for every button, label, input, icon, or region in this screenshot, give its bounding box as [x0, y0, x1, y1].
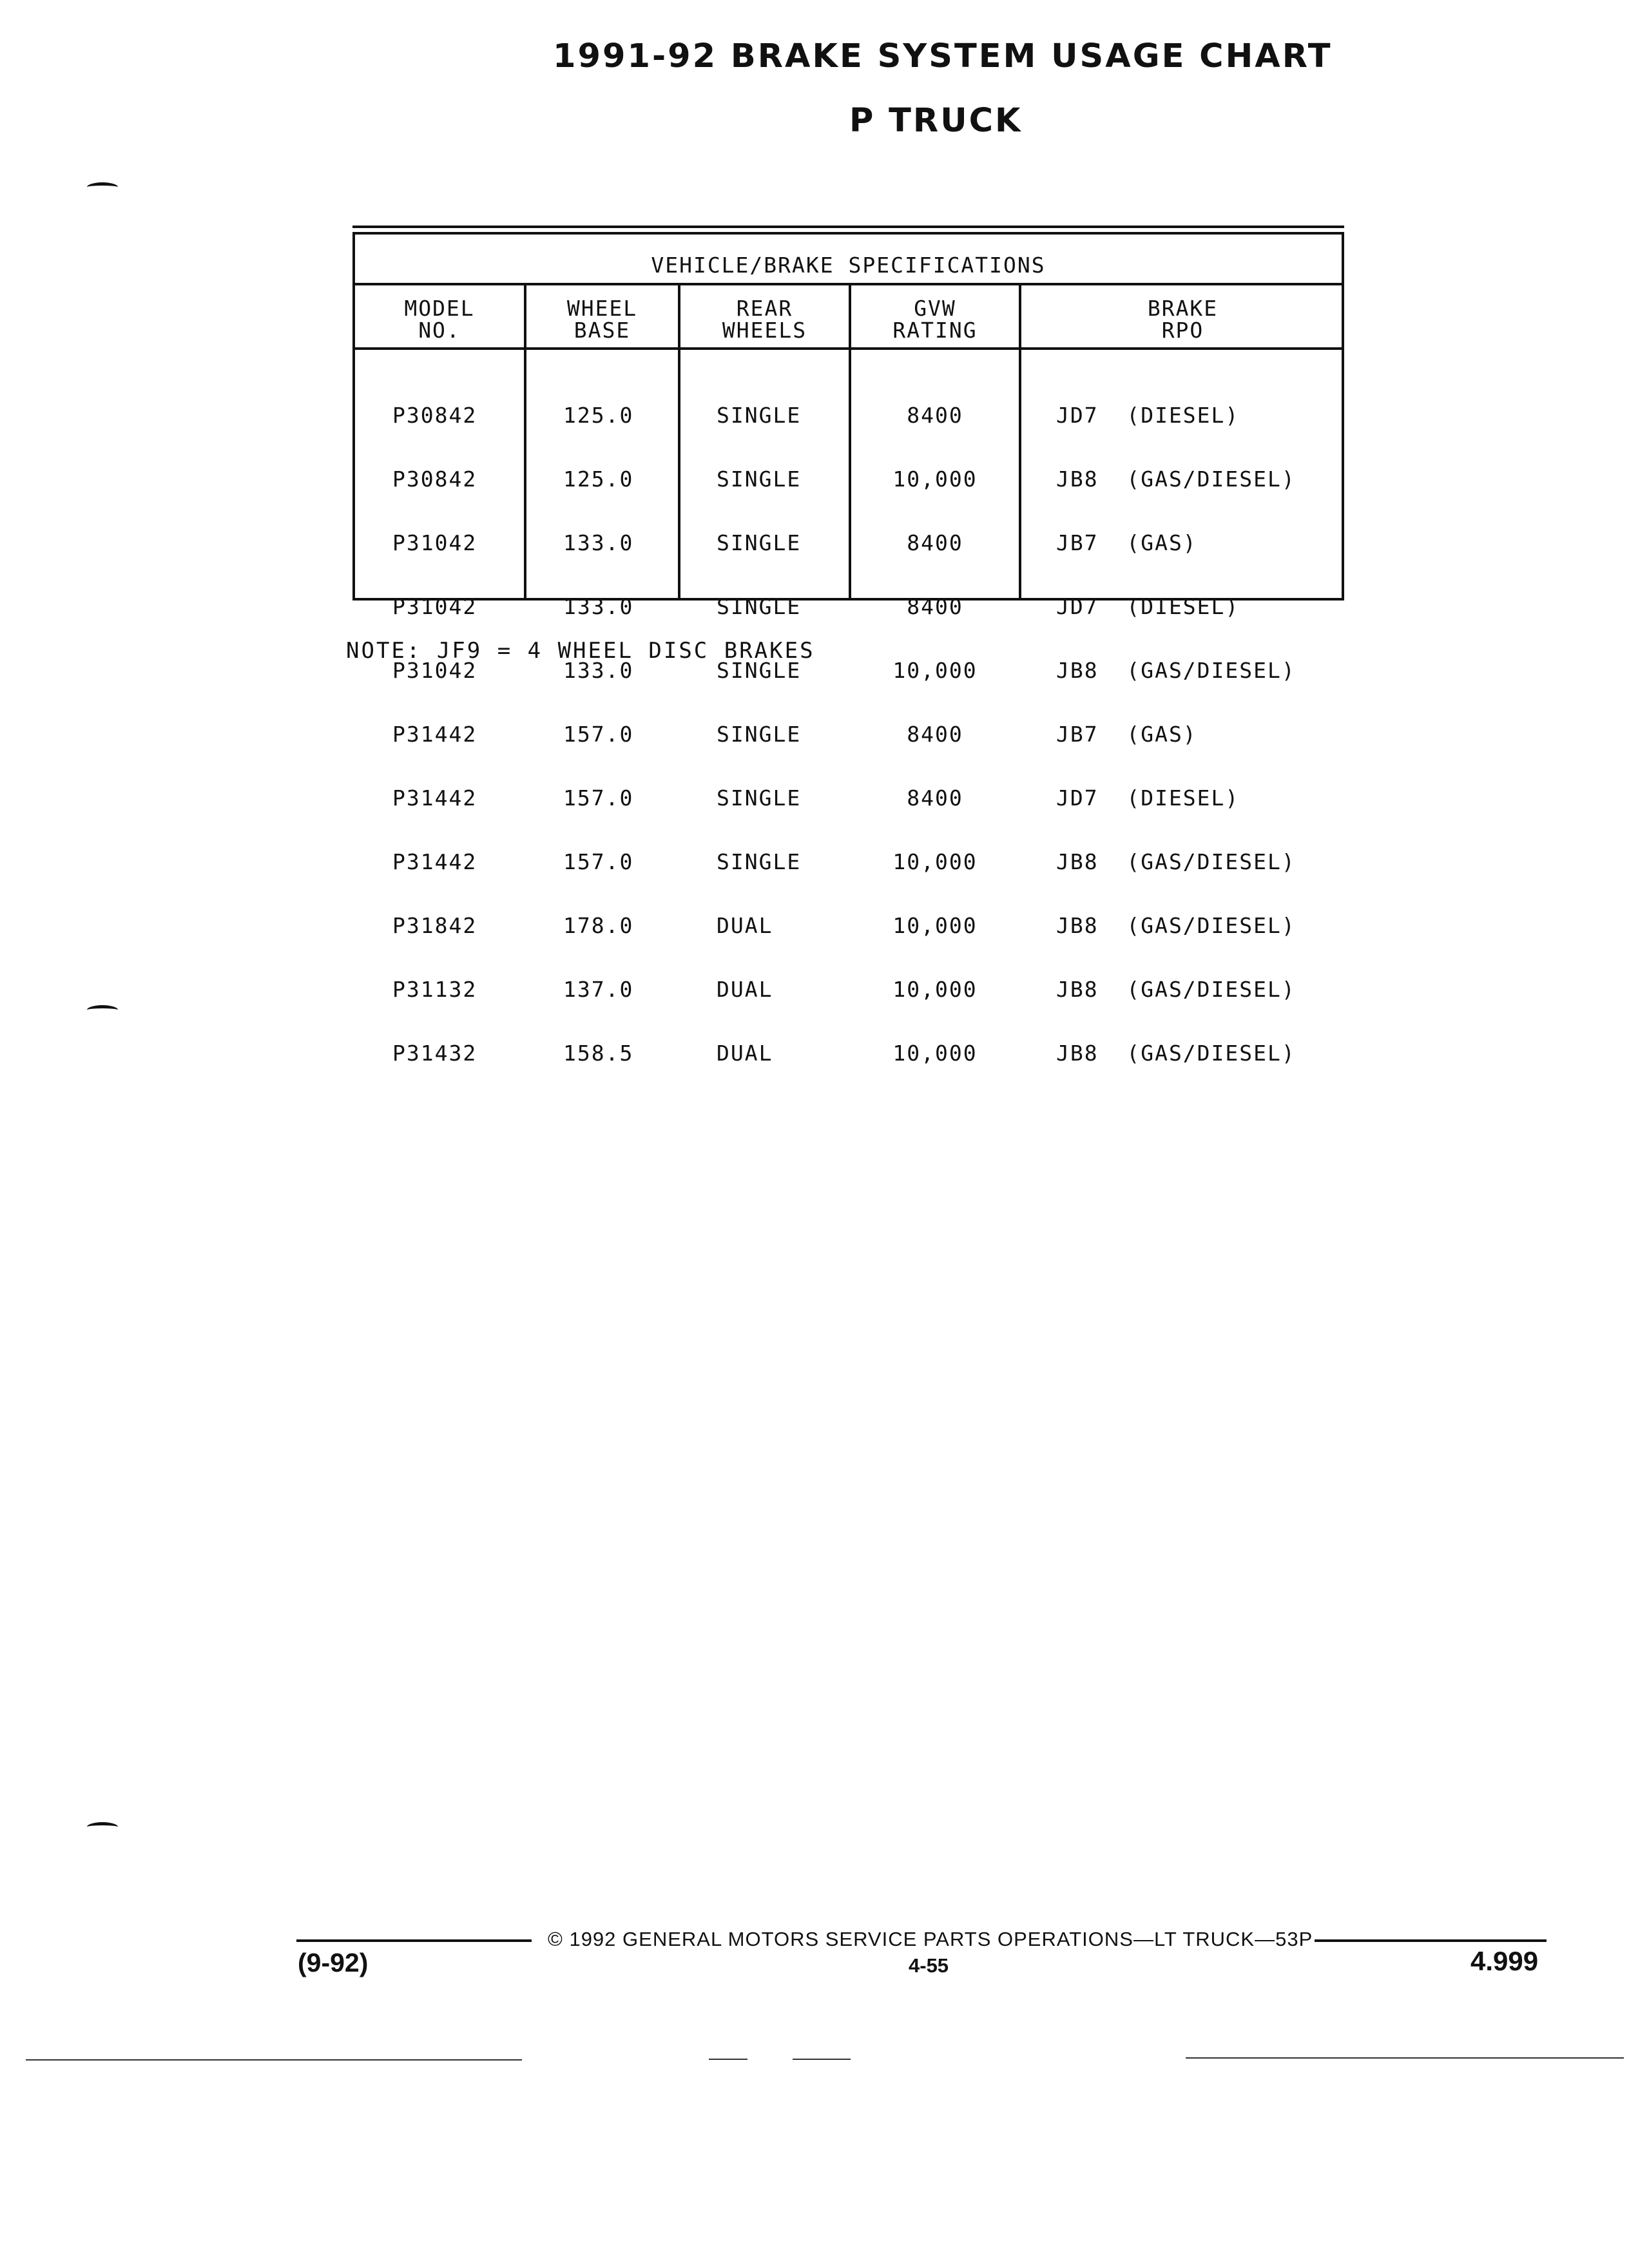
cell-gvw: 10,000 — [892, 466, 978, 492]
scan-edge-rule — [793, 2059, 851, 2060]
margin-mark — [87, 182, 118, 192]
header-rpo-line1: BRAKE — [1147, 296, 1219, 321]
header-gvw-line2: RATING — [892, 318, 978, 343]
cell-rear-wheels: DUAL — [717, 1041, 773, 1066]
cell-brake-rpo: JB8 (GAS/DIESEL) — [1056, 849, 1296, 874]
cell-brake-rpo: JD7 (DIESEL) — [1056, 594, 1240, 619]
header-wheelbase — [526, 298, 678, 341]
footer-rule-right — [1315, 1939, 1547, 1942]
cell-rear-wheels: DUAL — [717, 977, 773, 1002]
cell-gvw: 10,000 — [892, 977, 978, 1002]
table-top-rule — [352, 226, 1344, 228]
header-rear-wheels — [680, 298, 849, 341]
cell-rear-wheels: DUAL — [717, 913, 773, 938]
header-rpo-line2: RPO — [1161, 318, 1204, 343]
scan-edge-rule — [26, 2059, 522, 2061]
header-gvw-rating — [851, 298, 1019, 341]
cell-model: P31842 — [392, 913, 477, 938]
header-wheelbase-line1: WHEEL — [566, 296, 638, 321]
header-wheelbase-line2: BASE — [574, 318, 631, 343]
cell-model: P31442 — [392, 722, 477, 747]
cell-wheelbase: 125.0 — [563, 466, 634, 492]
cell-gvw: 8400 — [907, 785, 963, 811]
cell-wheelbase: 158.5 — [563, 1041, 634, 1066]
scan-edge-rule — [1186, 2057, 1624, 2059]
brake-note: NOTE: JF9 = 4 WHEEL DISC BRAKES — [346, 638, 815, 664]
cell-model: P31042 — [392, 594, 477, 619]
cell-rear-wheels: SINGLE — [717, 403, 802, 428]
cell-gvw: 10,000 — [892, 658, 978, 683]
header-gvw-line1: GVW — [914, 296, 956, 321]
cell-wheelbase: 133.0 — [563, 594, 634, 619]
footer-rule-left — [296, 1939, 532, 1942]
cell-brake-rpo: JD7 (DIESEL) — [1056, 403, 1240, 428]
cell-model: P31042 — [392, 530, 477, 555]
cell-brake-rpo: JB8 (GAS/DIESEL) — [1056, 466, 1296, 492]
cell-model: P31432 — [392, 1041, 477, 1066]
column-model — [392, 362, 477, 1106]
cell-gvw: 10,000 — [892, 913, 978, 938]
cell-gvw: 10,000 — [892, 1041, 978, 1066]
cell-model: P31442 — [392, 849, 477, 874]
cell-wheelbase: 157.0 — [563, 785, 634, 811]
header-model — [355, 298, 524, 341]
footer-section-number: 4.999 — [1470, 1946, 1539, 1976]
cell-brake-rpo: JB7 (GAS) — [1056, 530, 1197, 555]
header-model-line1: MODEL — [404, 296, 475, 321]
footer-date-code: (9-92) — [298, 1948, 369, 1977]
cell-model: P31042 — [392, 658, 477, 683]
column-gvw-rating — [851, 362, 1019, 1106]
cell-gvw: 8400 — [907, 403, 963, 428]
margin-mark — [87, 1822, 118, 1832]
cell-brake-rpo: JD7 (DIESEL) — [1056, 785, 1240, 811]
footer-page-number: 4-55 — [909, 1954, 949, 1977]
cell-model: P30842 — [392, 403, 477, 428]
page-subtitle: P TRUCK — [849, 102, 1023, 140]
cell-rear-wheels: SINGLE — [717, 722, 802, 747]
footer-copyright: © 1992 GENERAL MOTORS SERVICE PARTS OPERATIONS—LT TRUCK—53P — [548, 1928, 1313, 1950]
cell-gvw: 8400 — [907, 594, 963, 619]
header-rear-line2: WHEELS — [722, 318, 807, 343]
cell-rear-wheels: SINGLE — [717, 785, 802, 811]
cell-model: P31442 — [392, 785, 477, 811]
header-rear-line1: REAR — [736, 296, 793, 321]
cell-brake-rpo: JB8 (GAS/DIESEL) — [1056, 977, 1296, 1002]
cell-model: P30842 — [392, 466, 477, 492]
cell-rear-wheels: SINGLE — [717, 658, 802, 683]
page-title: 1991-92 BRAKE SYSTEM USAGE CHART — [553, 37, 1333, 75]
cell-wheelbase: 133.0 — [563, 530, 634, 555]
margin-mark — [87, 1005, 118, 1015]
column-brake-rpo — [1056, 362, 1296, 1106]
cell-wheelbase: 137.0 — [563, 977, 634, 1002]
cell-gvw: 8400 — [907, 530, 963, 555]
cell-brake-rpo: JB7 (GAS) — [1056, 722, 1197, 747]
cell-rear-wheels: SINGLE — [717, 466, 802, 492]
table-caption: VEHICLE/BRAKE SPECIFICATIONS — [651, 253, 1046, 278]
scan-edge-rule — [709, 2059, 747, 2060]
cell-brake-rpo: JB8 (GAS/DIESEL) — [1056, 658, 1296, 683]
cell-gvw: 8400 — [907, 722, 963, 747]
cell-gvw: 10,000 — [892, 849, 978, 874]
cell-rear-wheels: SINGLE — [717, 594, 802, 619]
cell-wheelbase: 133.0 — [563, 658, 634, 683]
cell-rear-wheels: SINGLE — [717, 849, 802, 874]
cell-wheelbase: 178.0 — [563, 913, 634, 938]
header-model-line2: NO. — [418, 318, 461, 343]
cell-wheelbase: 157.0 — [563, 849, 634, 874]
cell-brake-rpo: JB8 (GAS/DIESEL) — [1056, 913, 1296, 938]
cell-wheelbase: 157.0 — [563, 722, 634, 747]
cell-wheelbase: 125.0 — [563, 403, 634, 428]
cell-model: P31132 — [392, 977, 477, 1002]
cell-brake-rpo: JB8 (GAS/DIESEL) — [1056, 1041, 1296, 1066]
header-brake-rpo — [1021, 298, 1344, 341]
column-wheelbase — [563, 362, 633, 1106]
column-rear-wheels — [717, 362, 801, 1106]
cell-rear-wheels: SINGLE — [717, 530, 802, 555]
